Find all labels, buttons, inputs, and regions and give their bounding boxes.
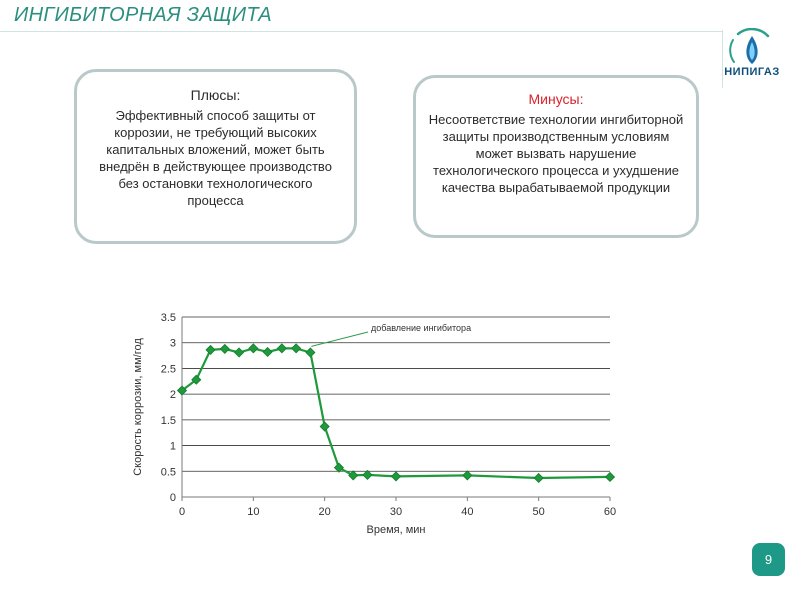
data-point [263, 347, 272, 356]
y-tick-label: 1 [169, 440, 176, 453]
page-number-badge: 9 [752, 543, 785, 576]
y-tick-label: 3.5 [160, 312, 176, 324]
pros-text: Эффективный способ защиты от коррозии, не требующий высоких капитальных вложений, может быть внедрён в действующее производство без остановки технологического процесса [99, 108, 332, 208]
data-point [277, 344, 286, 353]
x-tick-label: 0 [178, 506, 186, 518]
x-tick-label: 60 [603, 506, 617, 518]
cons-text: Несоответствие технологии ингибиторной защиты производственным условиям может вызвать нарушение технологического процесса и ухудшение качества вырабатываемой продукции [428, 112, 684, 195]
logo-text: НИПИГАЗ [724, 66, 780, 78]
data-point [363, 470, 372, 479]
data-point [606, 472, 615, 481]
y-tick-label: 3 [169, 337, 176, 350]
y-tick-label: 2 [169, 389, 176, 402]
pros-card [74, 69, 357, 244]
x-tick-label: 40 [461, 506, 474, 518]
y-tick-label: 0.5 [160, 466, 176, 479]
logo-icon [724, 28, 780, 90]
y-tick-label: 1.5 [160, 414, 176, 427]
data-point [220, 344, 229, 353]
data-point [249, 344, 258, 353]
annotation-label: добавление ингибитора [371, 323, 472, 333]
slide-title: ИНГИБИТОРНАЯ ЗАЩИТА [14, 4, 272, 26]
data-point [392, 472, 401, 481]
corrosion-rate-chart [125, 305, 625, 550]
x-axis-label: Время, мин [366, 524, 426, 536]
series-line [182, 348, 610, 478]
title-rule [0, 31, 722, 32]
cons-card [413, 75, 699, 238]
data-point [306, 348, 315, 357]
x-tick-label: 50 [532, 506, 545, 518]
data-point [334, 463, 343, 472]
cons-heading: Минусы: [528, 91, 584, 107]
data-point [534, 473, 543, 482]
data-point [206, 345, 215, 354]
logo-divider [722, 30, 723, 88]
data-point [349, 471, 358, 480]
data-point [292, 344, 301, 353]
x-tick-label: 10 [247, 506, 260, 518]
y-tick-label: 0 [169, 492, 176, 504]
x-tick-label: 20 [318, 506, 331, 518]
data-point [235, 348, 244, 357]
pros-heading: Плюсы: [190, 87, 241, 103]
data-point [320, 422, 329, 431]
x-tick-label: 30 [389, 506, 403, 518]
annotation-leader [311, 332, 368, 346]
data-point [463, 471, 472, 480]
y-tick-label: 2.5 [160, 363, 176, 376]
y-axis-label: Скорость коррозии, мм/год [132, 338, 144, 476]
